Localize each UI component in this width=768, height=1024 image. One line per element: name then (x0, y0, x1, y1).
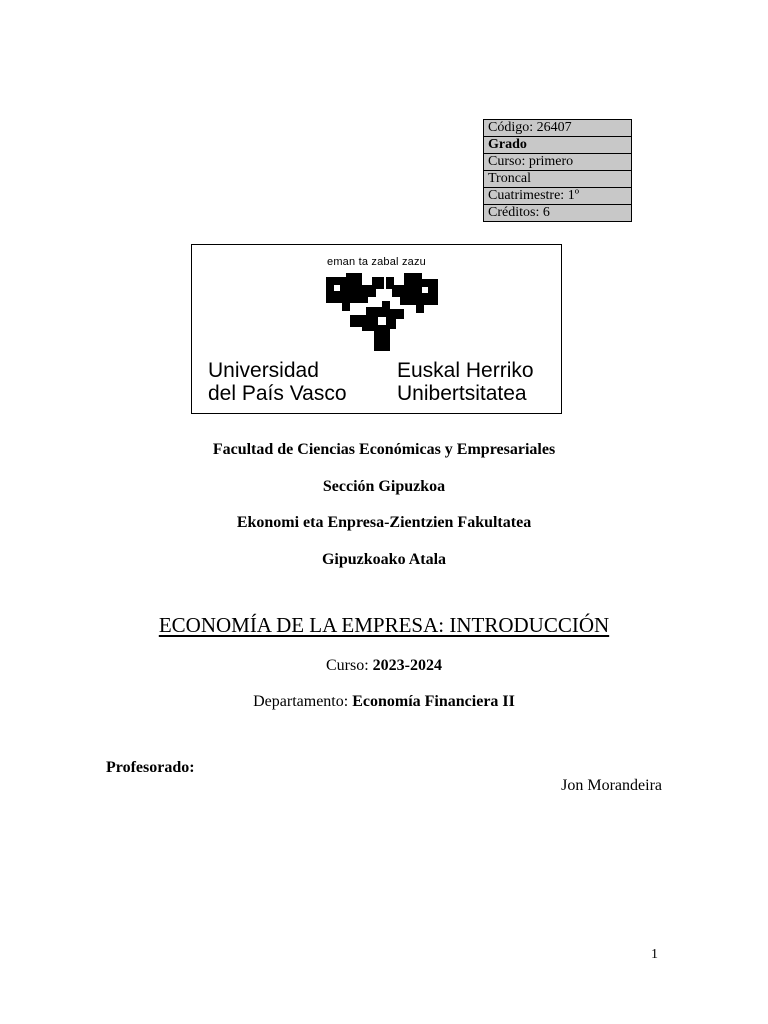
academic-year (0, 657, 768, 675)
logo-name-basque (397, 359, 534, 405)
teacher-name: Jon Morandeira (561, 777, 662, 794)
academic-year-value: 2023-2024 (372, 657, 442, 674)
course-info-box (483, 119, 632, 222)
section-name-eu: Gipuzkoako Atala (321, 551, 447, 568)
logo-name-eu-line1: Euskal Herriko (397, 359, 534, 382)
section-name-es: Sección Gipuzkoa (322, 478, 446, 495)
academic-year-label: Curso: (326, 657, 373, 674)
university-logo (191, 244, 562, 414)
page-number: 1 (651, 947, 658, 962)
info-type: Troncal (484, 171, 632, 188)
info-course: Curso: primero (484, 154, 632, 171)
info-credits: Créditos: 6 (484, 205, 632, 222)
info-degree: Grado (484, 137, 632, 154)
logo-motto: eman ta zabal zazu (327, 256, 426, 268)
faculty-name-eu: Ekonomi eta Enpresa-Zientzien Fakultatea (236, 514, 532, 531)
upv-ehu-logo-icon (326, 273, 438, 351)
department (0, 693, 768, 711)
department-label: Departamento: (253, 693, 353, 710)
info-code: Código: 26407 (484, 120, 632, 137)
logo-name-es-line1: Universidad (208, 359, 319, 382)
logo-name-spanish (208, 359, 347, 405)
department-value: Economía Financiera II (352, 693, 515, 710)
logo-name-es-line2: del País Vasco (208, 382, 347, 405)
course-title: ECONOMÍA DE LA EMPRESA: INTRODUCCIÓN (158, 613, 610, 637)
teaching-staff-label: Profesorado: (106, 759, 195, 776)
logo-name-eu-line2: Unibertsitatea (397, 382, 527, 405)
info-term: Cuatrimestre: 1º (484, 188, 632, 205)
faculty-name-es: Facultad de Ciencias Económicas y Empresariales (212, 441, 556, 458)
